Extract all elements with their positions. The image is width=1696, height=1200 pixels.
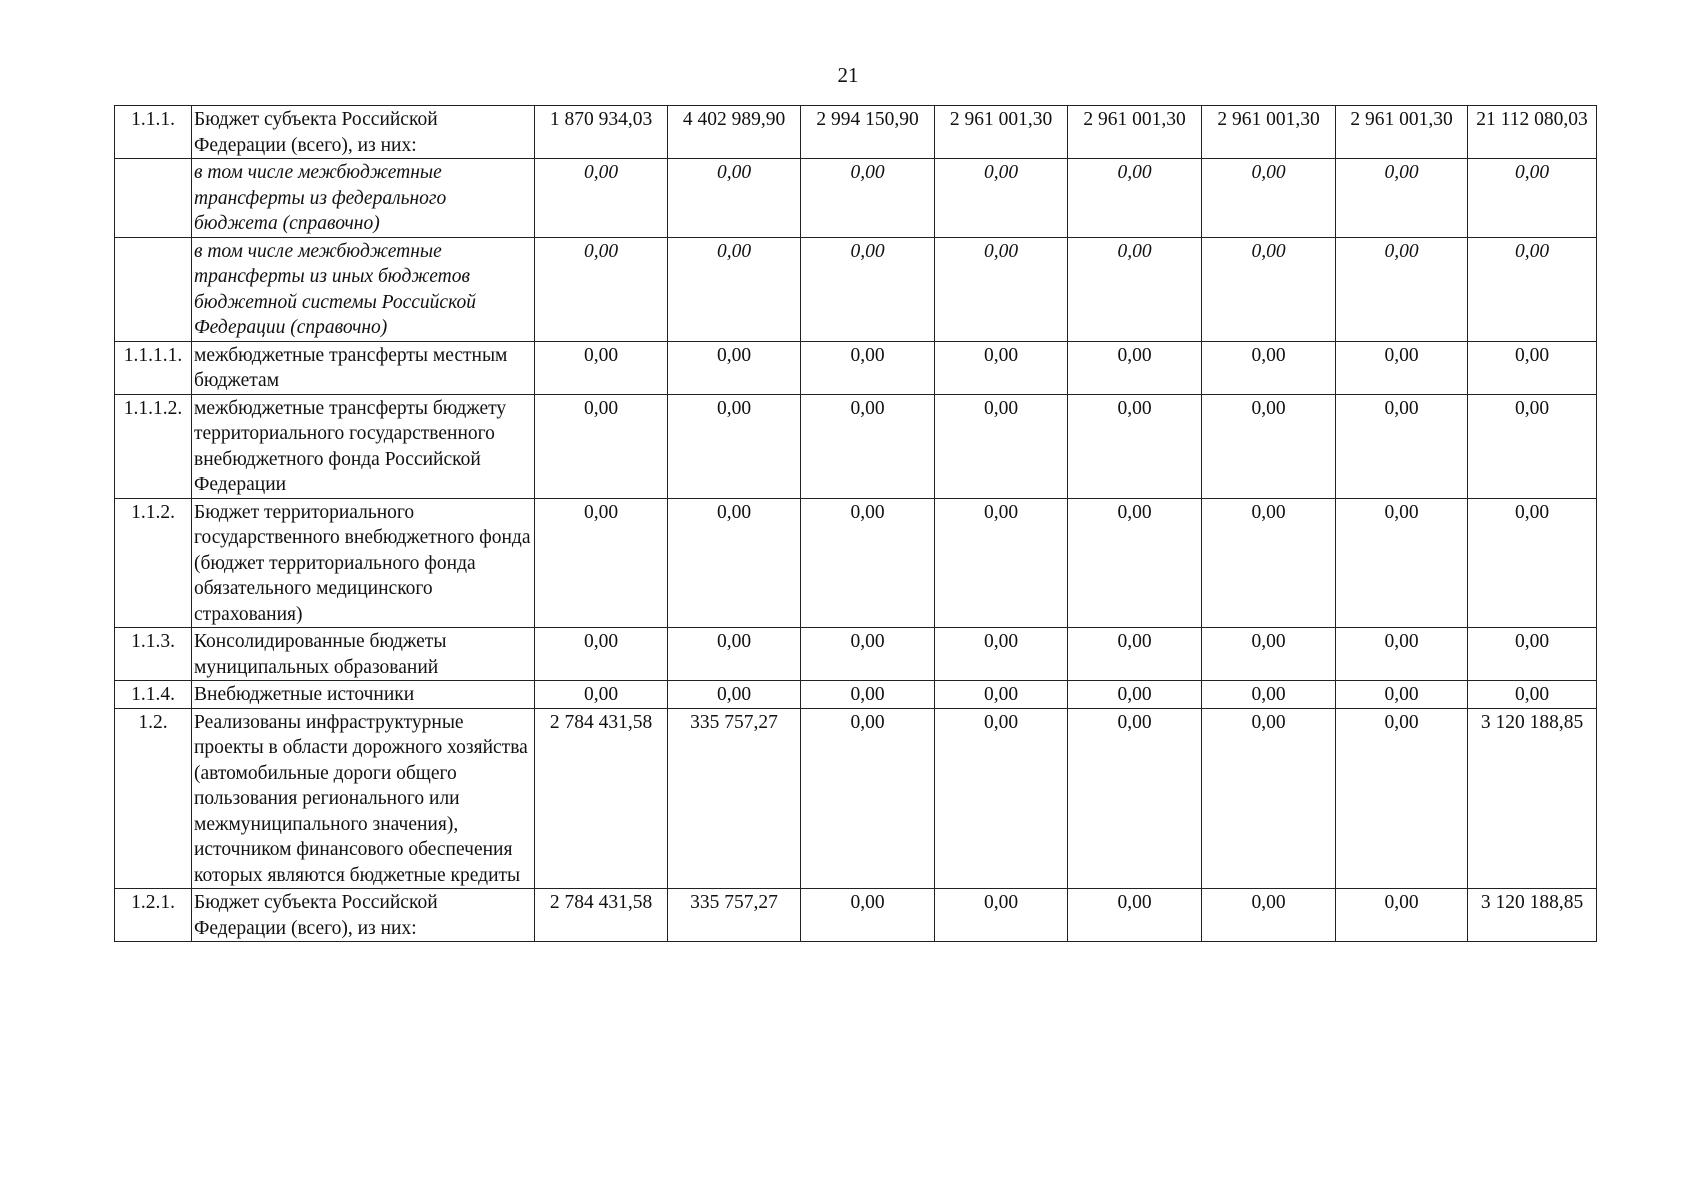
- row-code-cell: 1.1.1.2.: [115, 394, 192, 498]
- value-cell: 0,00: [801, 708, 935, 889]
- value-cell: 0,00: [535, 681, 668, 709]
- value-cell: 0,00: [1336, 889, 1468, 942]
- value-cell: 1 870 934,03: [535, 106, 668, 159]
- row-name-cell: Бюджет территориального государственного внебюджетного фонда (бюджет территориального фонда обязательного медицинского страхования): [192, 498, 535, 628]
- value-cell: 0,00: [935, 708, 1068, 889]
- value-cell: 0,00: [1468, 681, 1597, 709]
- value-cell: 0,00: [935, 341, 1068, 394]
- value-cell: 0,00: [801, 341, 935, 394]
- value-cell: 0,00: [1202, 159, 1336, 238]
- row-code-cell: [115, 159, 192, 238]
- value-cell: 0,00: [1202, 394, 1336, 498]
- row-code-cell: 1.1.1.: [115, 106, 192, 159]
- value-cell: 0,00: [801, 159, 935, 238]
- value-cell: 0,00: [1068, 159, 1202, 238]
- value-cell: 2 784 431,58: [535, 889, 668, 942]
- value-cell: 0,00: [1468, 341, 1597, 394]
- value-cell: 0,00: [935, 394, 1068, 498]
- value-cell: 2 961 001,30: [1336, 106, 1468, 159]
- value-cell: 0,00: [1468, 237, 1597, 341]
- value-cell: 0,00: [935, 498, 1068, 628]
- row-code-cell: 1.2.1.: [115, 889, 192, 942]
- value-cell: 335 757,27: [668, 708, 801, 889]
- value-cell: 0,00: [801, 628, 935, 681]
- value-cell: 0,00: [1202, 628, 1336, 681]
- value-cell: 0,00: [801, 498, 935, 628]
- value-cell: 0,00: [935, 237, 1068, 341]
- row-code-cell: [115, 237, 192, 341]
- row-name-cell: в том числе межбюджетные трансферты из иных бюджетов бюджетной системы Российской Федерации (справочно): [192, 237, 535, 341]
- row-code-cell: 1.1.4.: [115, 681, 192, 709]
- row-name-cell: Консолидированные бюджеты муниципальных образований: [192, 628, 535, 681]
- value-cell: 0,00: [1202, 237, 1336, 341]
- table-row: [115, 159, 1597, 238]
- page-number: 21: [837, 63, 859, 87]
- value-cell: 2 994 150,90: [801, 106, 935, 159]
- value-cell: 0,00: [668, 341, 801, 394]
- row-name-cell: Реализованы инфраструктурные проекты в области дорожного хозяйства (автомобильные дороги общего пользования регионального или межмуниципального значения), источником финансового обеспечения которых являются бюджетные кредиты: [192, 708, 535, 889]
- row-name-cell: межбюджетные трансферты бюджету территориального государственного внебюджетного фонда Российской Федерации: [192, 394, 535, 498]
- value-cell: 0,00: [935, 628, 1068, 681]
- value-cell: 0,00: [801, 889, 935, 942]
- row-name-cell: Бюджет субъекта Российской Федерации (всего), из них:: [192, 889, 535, 942]
- value-cell: 0,00: [935, 159, 1068, 238]
- value-cell: 2 961 001,30: [1068, 106, 1202, 159]
- value-cell: 0,00: [1336, 498, 1468, 628]
- row-name-cell: Внебюджетные источники: [192, 681, 535, 709]
- value-cell: 0,00: [535, 628, 668, 681]
- value-cell: 0,00: [535, 237, 668, 341]
- value-cell: 0,00: [1068, 889, 1202, 942]
- value-cell: 0,00: [1468, 159, 1597, 238]
- table-row: [115, 237, 1597, 341]
- value-cell: 0,00: [1202, 889, 1336, 942]
- budget-table-body: [115, 106, 1597, 942]
- value-cell: 0,00: [1068, 681, 1202, 709]
- value-cell: 0,00: [1202, 708, 1336, 889]
- value-cell: 335 757,27: [668, 889, 801, 942]
- value-cell: 0,00: [668, 498, 801, 628]
- value-cell: 0,00: [1068, 394, 1202, 498]
- value-cell: 0,00: [1068, 341, 1202, 394]
- value-cell: 0,00: [1202, 341, 1336, 394]
- value-cell: 0,00: [668, 628, 801, 681]
- value-cell: 0,00: [535, 159, 668, 238]
- row-name-cell: в том числе межбюджетные трансферты из федерального бюджета (справочно): [192, 159, 535, 238]
- value-cell: 0,00: [535, 498, 668, 628]
- value-cell: 0,00: [668, 159, 801, 238]
- table-row: [115, 394, 1597, 498]
- value-cell: 0,00: [1336, 628, 1468, 681]
- value-cell: 0,00: [1202, 498, 1336, 628]
- value-cell: 21 112 080,03: [1468, 106, 1597, 159]
- value-cell: 0,00: [935, 681, 1068, 709]
- value-cell: 0,00: [1202, 681, 1336, 709]
- value-cell: 2 961 001,30: [1202, 106, 1336, 159]
- value-cell: 0,00: [1468, 628, 1597, 681]
- value-cell: 0,00: [1336, 237, 1468, 341]
- value-cell: 0,00: [801, 394, 935, 498]
- table-row: [115, 341, 1597, 394]
- value-cell: 0,00: [801, 681, 935, 709]
- value-cell: 0,00: [801, 237, 935, 341]
- value-cell: 0,00: [1468, 394, 1597, 498]
- value-cell: 0,00: [535, 341, 668, 394]
- row-name-cell: Бюджет субъекта Российской Федерации (всего), из них:: [192, 106, 535, 159]
- value-cell: 0,00: [1336, 394, 1468, 498]
- value-cell: 2 961 001,30: [935, 106, 1068, 159]
- table-row: [115, 628, 1597, 681]
- value-cell: 3 120 188,85: [1468, 889, 1597, 942]
- value-cell: 0,00: [1468, 498, 1597, 628]
- value-cell: 0,00: [1336, 681, 1468, 709]
- value-cell: 0,00: [1068, 237, 1202, 341]
- value-cell: 0,00: [1336, 159, 1468, 238]
- table-row: [115, 889, 1597, 942]
- value-cell: 0,00: [1068, 708, 1202, 889]
- table-row: [115, 681, 1597, 709]
- row-code-cell: 1.1.1.1.: [115, 341, 192, 394]
- value-cell: 4 402 989,90: [668, 106, 801, 159]
- value-cell: 2 784 431,58: [535, 708, 668, 889]
- value-cell: 0,00: [1068, 628, 1202, 681]
- row-name-cell: межбюджетные трансферты местным бюджетам: [192, 341, 535, 394]
- value-cell: 0,00: [668, 394, 801, 498]
- table-row: [115, 498, 1597, 628]
- row-code-cell: 1.1.3.: [115, 628, 192, 681]
- value-cell: 0,00: [668, 681, 801, 709]
- budget-table: [114, 105, 1597, 942]
- value-cell: 0,00: [1336, 341, 1468, 394]
- value-cell: 0,00: [935, 889, 1068, 942]
- value-cell: 3 120 188,85: [1468, 708, 1597, 889]
- value-cell: 0,00: [1336, 708, 1468, 889]
- row-code-cell: 1.2.: [115, 708, 192, 889]
- table-row: [115, 708, 1597, 889]
- table-row: [115, 106, 1597, 159]
- row-code-cell: 1.1.2.: [115, 498, 192, 628]
- value-cell: 0,00: [1068, 498, 1202, 628]
- value-cell: 0,00: [535, 394, 668, 498]
- value-cell: 0,00: [668, 237, 801, 341]
